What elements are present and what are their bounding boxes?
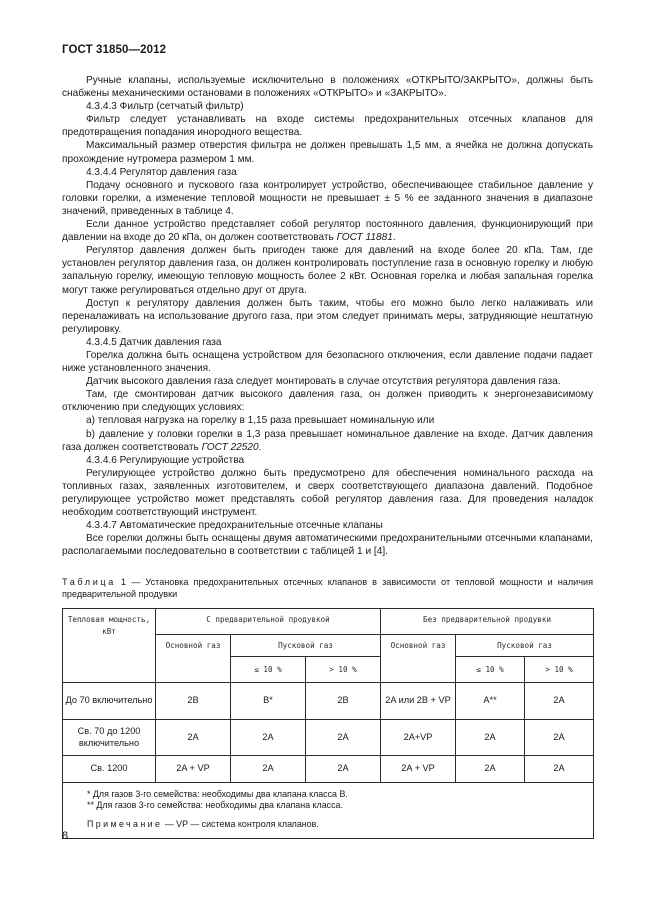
standard-reference: ГОСТ 22520 (201, 441, 259, 453)
table-note (87, 819, 575, 830)
cell-value: 2A (156, 720, 231, 756)
note-label: Примечание (87, 818, 163, 829)
header-le10: ≤ 10 % (231, 657, 306, 683)
header-without-purge: Без предварительной продувки (381, 609, 594, 635)
cell-value: 2A + VP (381, 756, 456, 783)
footnote: ** Для газов 3-го семейства: необходимы два клапана класса. (87, 800, 343, 811)
caption-number: 1 (121, 577, 127, 587)
header-main-gas: Основной газ (156, 635, 231, 683)
paragraph: Горелка должна быть оснащена устройством для безопасного отключения, если давление подачи падает ниже установленного значения. (62, 349, 593, 375)
table-notes (63, 783, 594, 839)
cell-value: 2A (231, 720, 306, 756)
section-heading: 4.3.4.7 Автоматические предохранительные отсечные клапаны (86, 520, 383, 532)
section-heading: 4.3.4.4 Регулятор давления газа (86, 166, 237, 178)
header-gt10: > 10 % (525, 657, 594, 683)
paragraph: Там, где смонтирован датчик высокого давления газа, он должен приводить к энергонезависимому отключению при следующих условиях: (62, 389, 593, 414)
cell-value: 2A (525, 683, 594, 720)
cell-power: До 70 включительно (63, 683, 156, 720)
table-row (63, 756, 594, 783)
list-item: а) тепловая нагрузка на горелку в 1,15 раза превышает номинальную или (86, 415, 435, 427)
cell-value: 2A + VP (156, 756, 231, 783)
table-row (63, 683, 594, 720)
paragraph-end: . (392, 232, 396, 244)
section-heading: 4.3.4.5 Датчик давления газа (86, 336, 222, 348)
cell-value: 2A или 2B + VP (381, 683, 456, 720)
note-text: — VP — система контроля клапанов. (162, 818, 319, 829)
cell-power: Св. 70 до 1200 включительно (63, 720, 156, 756)
paragraph: Регулирующее устройство должно быть предусмотрено для обеспечения номинального расхода на топливных газах, заявленных изготовителем, и сверх соответствующего диапазона давлений. Подобное регулирующее устройство может представлять собой регулятор давления газа. Для проведения наладок необходим соответствующий инструмент. (62, 467, 593, 519)
standard-reference: ГОСТ 11881 (336, 232, 393, 244)
list-item (62, 428, 593, 454)
paragraph: Подачу основного и пускового газа контролирует устройство, обеспечивающее стабильное давление у головки горелки, а изменение тепловой мощности не превышает ± 5 % ее заданного значения в диапазоне значений, приведенных в таблице 4. (62, 179, 593, 217)
header-power: Тепловая мощность, кВт (63, 609, 156, 683)
cell-value: 2A (231, 756, 306, 783)
cell-power: Св. 1200 (63, 756, 156, 783)
caption-text: — Установка предохранительных отсечных клапанов в зависимости от тепловой мощности и наличия предварительной продувки (62, 577, 593, 600)
section-heading: 4.3.4.3 Фильтр (сетчатый фильтр) (86, 101, 244, 113)
table-notes-row (63, 783, 594, 839)
section-heading: 4.3.4.6 Регулирующие устройства (86, 454, 245, 466)
paragraph: Фильтр следует устанавливать на входе системы предохранительных отсечных клапанов для предотвращения попадания инородного вещества. (62, 114, 593, 139)
cell-value: 2A (456, 720, 525, 756)
table-caption (62, 576, 593, 601)
paragraph: Доступ к регулятору давления должен быть таким, чтобы его можно было легко налаживать или переналаживать на использование другого газа, при этом следует принимать меры, затрудняющие нештатную регулировку. (62, 297, 593, 335)
header-main-gas: Основной газ (381, 635, 456, 683)
cell-value: 2A (525, 720, 594, 756)
paragraph-text: b) давление у головки горелки в 1,3 раза превышает номинальное давление на входе. Датчик давления газа должен соответствовать (62, 428, 593, 453)
cell-value: 2A (525, 756, 594, 783)
valves-table (62, 608, 594, 839)
footnote: * Для газов 3-го семейства: необходимы два клапана класса B. (87, 789, 348, 799)
header-gt10: > 10 % (306, 657, 381, 683)
cell-value: B* (231, 683, 306, 720)
document-header: ГОСТ 31850—2012 (62, 44, 167, 56)
cell-value: 2A (456, 756, 525, 783)
paragraph: Регулятор давления должен быть пригоден также для давлений на входе более 20 кПа. Там, где установлен регулятор давления газа, он должен контролировать поступление газа в основную горелку и любую запальную горелку, имеющую тепловую мощность более 2 кВт. Основная горелка и любая запальная горелка могут также регулироваться отдельно друг от друга. (62, 245, 593, 296)
paragraph: Все горелки должны быть оснащены двумя автоматическими предохранительными отсечными клапанами, располагаемыми последовательно в соответствии с таблицей 1 и [4]. (62, 533, 593, 558)
header-le10: ≤ 10 % (456, 657, 525, 683)
cell-value: 2A+VP (381, 720, 456, 756)
cell-value: 2A (306, 756, 381, 783)
cell-value: 2B (306, 683, 381, 720)
table-row (63, 720, 594, 756)
caption-label: Таблица (62, 577, 116, 587)
paragraph: Ручные клапаны, используемые исключительно в положениях «ОТКРЫТО/ЗАКРЫТО», должны быть снабжены механическими остановами в положениях «ОТКРЫТО» и «ЗАКРЫТО». (62, 75, 593, 100)
header-start-gas: Пусковой газ (456, 635, 594, 657)
page-number: 8 (62, 830, 69, 842)
paragraph (62, 218, 593, 244)
header-with-purge: С предварительной продувкой (156, 609, 381, 635)
header-start-gas: Пусковой газ (231, 635, 381, 657)
cell-value: 2B (156, 683, 231, 720)
paragraph-text: Если данное устройство представляет собой регулятор постоянного давления, функционирующий при давлении на входе до 20 кПа, он должен соответствовать (62, 219, 593, 244)
paragraph: Датчик высокого давления газа следует монтировать в случае отсутствия регулятора давления газа. (86, 376, 561, 388)
paragraph-end: . (258, 441, 262, 453)
paragraph: Максимальный размер отверстия фильтра не должен превышать 1,5 мм, а ячейка не должна допускать прохождение нутромера размером 1 мм. (62, 140, 593, 165)
body-text (62, 74, 593, 558)
cell-value: 2A (306, 720, 381, 756)
cell-value: A** (456, 683, 525, 720)
